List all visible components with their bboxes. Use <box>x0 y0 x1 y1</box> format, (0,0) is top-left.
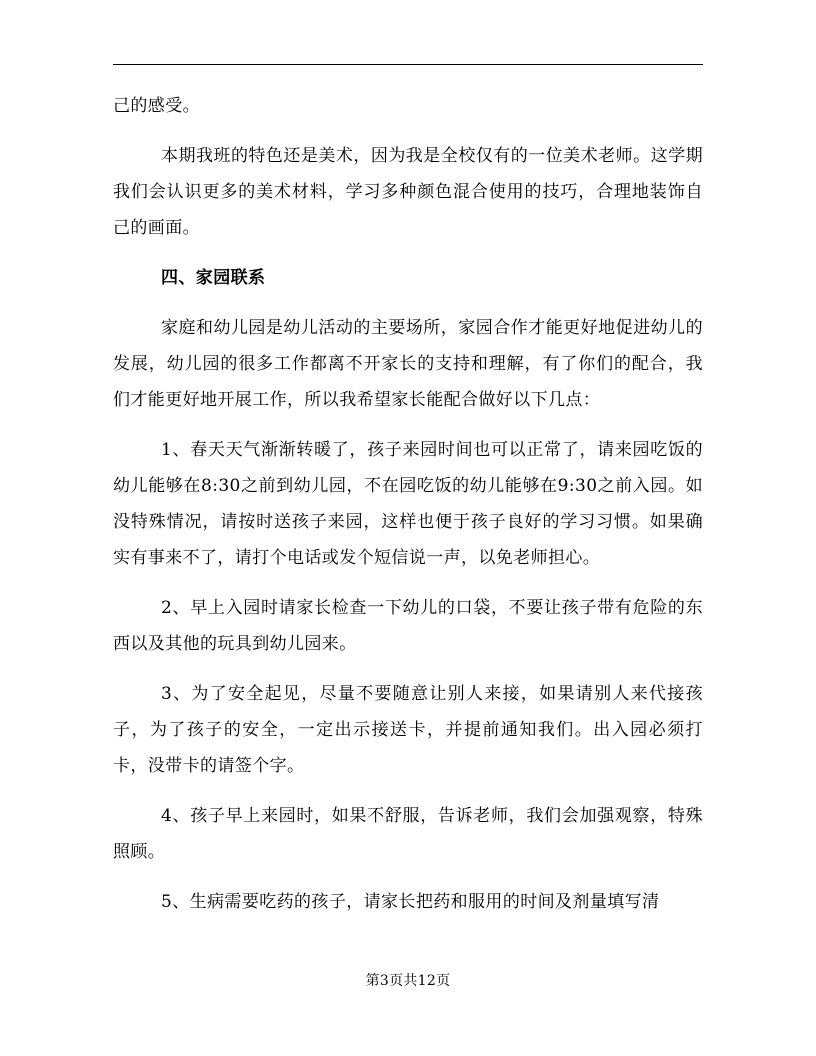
list-item-3: 3、为了安全起见，尽量不要随意让别人来接，如果请别人来代接孩子，为了孩子的安全，一定出示接送卡，并提前通知我们。出入园必须打卡，没带卡的请签个字。 <box>113 684 703 776</box>
list-item-5: 5、生病需要吃药的孩子，请家长把药和服用的时间及剂量填写清 <box>161 892 660 912</box>
document-body <box>113 88 703 920</box>
section-heading-home-school: 四、家园联系 <box>161 268 266 288</box>
paragraph-continuation: 己的感受。 <box>113 96 200 116</box>
paragraph-home-school-intro: 家庭和幼儿园是幼儿活动的主要场所，家园合作才能更好地促进幼儿的发展，幼儿园的很多工作都离不开家长的支持和理解，有了你们的配合，我们才能更好地开展工作，所以我希望家长能配合做好以下几点： <box>113 318 703 410</box>
page-number-footer: 第3页共12页 <box>365 973 451 989</box>
paragraph-art-feature: 本期我班的特色还是美术，因为我是全校仅有的一位美术老师。这学期我们会认识更多的美术材料，学习多种颜色混合使用的技巧，合理地装饰自己的画面。 <box>113 146 703 238</box>
list-item-1: 1、春天天气渐渐转暖了，孩子来园时间也可以正常了，请来园吃饭的幼儿能够在8:30之前到幼儿园，不在园吃饭的幼儿能够在9:30之前入园。如没特殊情况，请按时送孩子来园，这样也便于孩子良好的学习习惯。如果确实有事来不了，请打个电话或发个短信说一声，以免老师担心。 <box>113 440 703 568</box>
header-rule <box>113 64 703 65</box>
list-item-2: 2、早上入园时请家长检查一下幼儿的口袋，不要让孩子带有危险的东西以及其他的玩具到幼儿园来。 <box>113 598 703 654</box>
list-item-4: 4、孩子早上来园时，如果不舒服，告诉老师，我们会加强观察，特殊照顾。 <box>113 806 703 862</box>
